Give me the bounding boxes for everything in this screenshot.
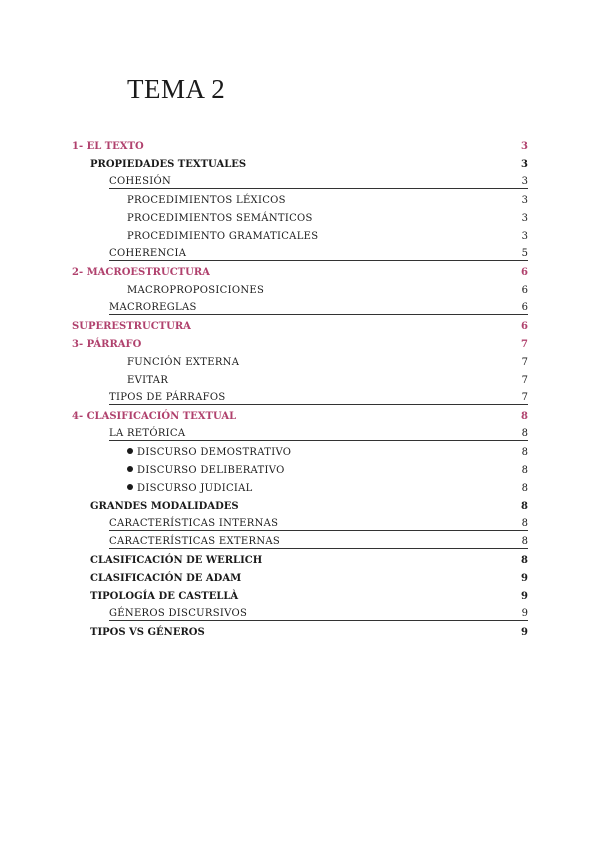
toc-entry-page: 7 (521, 357, 528, 368)
toc-entry-cohesion[interactable] (109, 173, 528, 189)
toc-entry-discurso-judicial[interactable] (127, 479, 528, 495)
toc-entry-funcion-externa[interactable] (127, 353, 528, 369)
toc-entry-page: 3 (521, 159, 528, 170)
toc-entry-label: CLASIFICACIÓN DE ADAM (90, 573, 242, 584)
toc-entry-label: TIPOS VS GÉNEROS (90, 627, 205, 638)
toc-entry-page: 9 (521, 573, 528, 584)
page-title: TEMA 2 (127, 74, 226, 104)
toc-entry-page: 8 (521, 501, 528, 512)
toc-entry-page: 3 (521, 213, 528, 224)
toc-entry-macroreglas[interactable] (109, 299, 528, 315)
toc-entry-label: 3- PÁRRAFO (72, 339, 142, 350)
toc-entry-label: 1- EL TEXTO (72, 141, 144, 152)
toc-entry-parrafo[interactable] (72, 335, 528, 351)
toc-entry-label: PROCEDIMIENTOS LÉXICOS (127, 195, 286, 206)
toc-entry-label: MACROPROPOSICIONES (127, 285, 265, 296)
bullet-icon (127, 448, 133, 454)
toc-entry-clasificacion-textual[interactable] (72, 407, 528, 423)
toc-entry-label: COHESIÓN (109, 176, 172, 187)
toc-entry-page: 7 (521, 392, 528, 403)
toc-entry-label: MACROREGLAS (109, 302, 197, 313)
toc-entry-superestructura[interactable] (72, 317, 528, 333)
toc-entry-tipos-vs-generos[interactable] (90, 623, 528, 639)
toc-entry-label: DISCURSO DELIBERATIVO (137, 465, 285, 476)
toc-entry-page: 9 (521, 627, 528, 638)
toc-entry-page: 8 (521, 411, 528, 422)
toc-entry-label: DISCURSO DEMOSTRATIVO (137, 447, 292, 458)
toc-entry-generos-discursivos[interactable] (109, 605, 528, 621)
toc-entry-page: 5 (521, 248, 528, 259)
toc-entry-label: CARACTERÍSTICAS EXTERNAS (109, 536, 281, 547)
toc-entry-coherencia[interactable] (109, 245, 528, 261)
toc-entry-label: TIPOS DE PÁRRAFOS (109, 392, 226, 403)
toc-entry-label: GÉNEROS DISCURSIVOS (109, 608, 248, 619)
toc-entry-page: 3 (521, 195, 528, 206)
toc-entry-grandes-modalidades[interactable] (90, 497, 528, 513)
toc-entry-evitar[interactable] (127, 371, 528, 387)
toc-entry-label: FUNCIÓN EXTERNA (127, 357, 240, 368)
toc-entry-label-wrap (127, 482, 253, 495)
toc-entry-tipologia-de-castella[interactable] (90, 587, 528, 603)
toc-entry-page: 8 (521, 428, 528, 439)
toc-entry-label: EVITAR (127, 375, 169, 386)
toc-entry-label: PROCEDIMIENTO GRAMATICALES (127, 231, 319, 242)
toc-entry-page: 6 (521, 321, 528, 332)
toc-entry-page: 7 (521, 339, 528, 350)
toc-entry-caracteristicas-externas[interactable] (109, 533, 528, 549)
toc-entry-clasificacion-de-werlich[interactable] (90, 551, 528, 567)
toc-entry-page: 8 (521, 465, 528, 476)
toc-entry-label: LA RETÓRICA (109, 428, 186, 439)
toc-entry-discurso-demostrativo[interactable] (127, 443, 528, 459)
toc-entry-discurso-deliberativo[interactable] (127, 461, 528, 477)
toc-entry-label: COHERENCIA (109, 248, 187, 259)
toc-entry-label: 4- CLASIFICACIÓN TEXTUAL (72, 411, 237, 422)
toc-entry-label: GRANDES MODALIDADES (90, 501, 239, 512)
bullet-icon (127, 484, 133, 490)
toc-entry-el-texto[interactable] (72, 137, 528, 153)
toc-entry-label-wrap (127, 446, 291, 459)
toc-entry-label: CLASIFICACIÓN DE WERLICH (90, 555, 263, 566)
toc-entry-page: 8 (521, 555, 528, 566)
toc-entry-procedimientos-semanticos[interactable] (127, 209, 528, 225)
toc-entry-page: 3 (521, 141, 528, 152)
toc-entry-label: SUPERESTRUCTURA (72, 321, 191, 332)
toc-entry-clasificacion-de-adam[interactable] (90, 569, 528, 585)
toc-entry-page: 8 (521, 536, 528, 547)
toc-entry-label-wrap (127, 464, 285, 477)
toc-entry-page: 9 (521, 591, 528, 602)
toc-entry-propiedades-textuales[interactable] (90, 155, 528, 171)
toc-entry-page: 8 (521, 483, 528, 494)
toc-entry-page: 6 (521, 267, 528, 278)
toc-entry-label: PROCEDIMIENTOS SEMÁNTICOS (127, 213, 313, 224)
bullet-icon (127, 466, 133, 472)
toc-entry-page: 6 (521, 302, 528, 313)
toc-entry-label: DISCURSO JUDICIAL (137, 483, 253, 494)
toc-entry-page: 6 (521, 285, 528, 296)
toc-entry-la-retorica[interactable] (109, 425, 528, 441)
toc-entry-label: TIPOLOGÍA DE CASTELLÀ (90, 591, 239, 602)
toc-entry-label: CARACTERÍSTICAS INTERNAS (109, 518, 279, 529)
toc-entry-caracteristicas-internas[interactable] (109, 515, 528, 531)
toc-entry-page: 8 (521, 518, 528, 529)
toc-entry-label: PROPIEDADES TEXTUALES (90, 159, 247, 170)
toc-entry-page: 9 (521, 608, 528, 619)
toc-entry-procedimiento-gramaticales[interactable] (127, 227, 528, 243)
toc-entry-page: 7 (521, 375, 528, 386)
toc-entry-macroproposiciones[interactable] (127, 281, 528, 297)
toc-entry-page: 8 (521, 447, 528, 458)
toc-entry-label: 2- MACROESTRUCTURA (72, 267, 210, 278)
toc-entry-page: 3 (521, 176, 528, 187)
toc-entry-macroestructura[interactable] (72, 263, 528, 279)
toc-entry-procedimientos-lexicos[interactable] (127, 191, 528, 207)
toc-entry-tipos-de-parrafos[interactable] (109, 389, 528, 405)
toc-entry-page: 3 (521, 231, 528, 242)
